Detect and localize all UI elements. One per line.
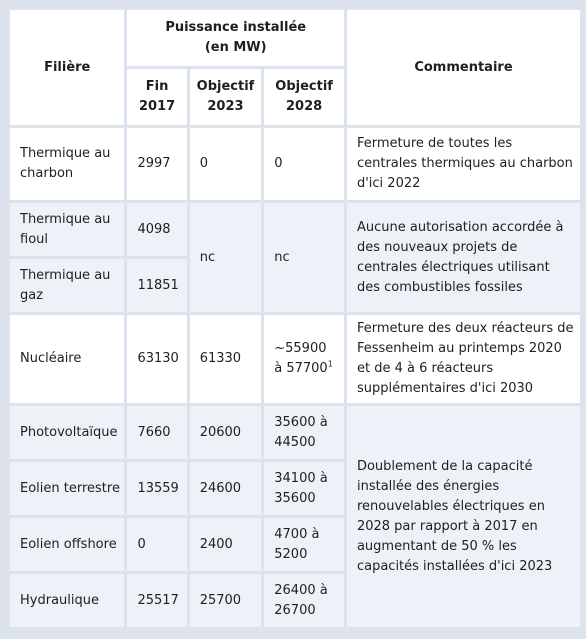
obj2028-line1: 35600 à — [274, 414, 328, 430]
comment-line: des combustibles fossiles — [356, 279, 523, 295]
cell-objectif-2023: nc — [190, 203, 262, 312]
cell-objectif-2028: nc — [264, 203, 344, 312]
cell-filiere: Nucléaire — [10, 315, 124, 403]
cell-filiere: Photovoltaïque — [10, 406, 124, 459]
cell-objectif-2023: 2400 — [190, 518, 262, 571]
filiere-line1: Thermique au — [20, 146, 111, 161]
filiere-line1: Thermique au — [20, 211, 111, 227]
cell-filiere: Eolien terrestre — [10, 462, 124, 515]
cell-filiere — [10, 128, 124, 200]
obj2028-line1: 26400 à — [274, 582, 328, 598]
comment-line: centrales électriques utilisant — [356, 259, 550, 275]
cell-commentaire — [347, 203, 580, 312]
cell-objectif-2028 — [264, 406, 344, 459]
filiere-line2: charbon — [20, 166, 74, 181]
cell-objectif-2028: 0 — [264, 128, 344, 200]
cell-objectif-2028 — [264, 315, 344, 403]
cell-filiere — [10, 203, 124, 256]
cell-fin-2017: 25517 — [127, 574, 186, 627]
header-obj2023-line2: 2023 — [207, 99, 244, 114]
header-puissance-line2: (en MW) — [204, 40, 267, 55]
cell-commentaire — [347, 406, 580, 627]
cell-objectif-2023: 24600 — [190, 462, 262, 515]
comment-line: augmentant de 50 % les — [356, 538, 517, 554]
cell-fin-2017: 13559 — [127, 462, 186, 515]
table-row — [10, 406, 580, 459]
cell-fin-2017: 7660 — [127, 406, 186, 459]
table-row — [10, 203, 580, 256]
comment-line: centrales thermiques au charbon — [356, 156, 573, 171]
header-obj2028-line1: Objectif — [275, 79, 333, 94]
obj2028-line2: 26700 — [274, 602, 316, 618]
comment-line: Fermeture des deux réacteurs de — [356, 321, 574, 336]
filiere-line1: Thermique au — [20, 267, 111, 283]
footnote-marker: 1 — [327, 359, 333, 369]
comment-line: capacités installées d'ici 2023 — [356, 558, 553, 574]
cell-objectif-2023: 25700 — [190, 574, 262, 627]
header-filiere: Filière — [10, 10, 124, 125]
comment-line: supplémentaires d'ici 2030 — [356, 381, 534, 396]
obj2028-line1: ~55900 — [274, 341, 327, 356]
comment-line: d'ici 2022 — [356, 176, 421, 191]
filiere-line2: gaz — [20, 287, 44, 303]
header-objectif-2028 — [264, 69, 344, 125]
comment-line: Doublement de la capacité — [356, 458, 533, 474]
header-puissance-line1: Puissance installée — [165, 20, 307, 35]
comment-line: 2028 par rapport à 2017 en — [356, 518, 538, 534]
table-row — [10, 128, 580, 200]
cell-objectif-2023: 0 — [190, 128, 262, 200]
header-fin-line1: Fin — [145, 79, 169, 94]
cell-objectif-2028 — [264, 462, 344, 515]
header-obj2023-line1: Objectif — [196, 79, 255, 94]
header-objectif-2023 — [190, 69, 262, 125]
cell-filiere: Hydraulique — [10, 574, 124, 627]
cell-objectif-2023: 20600 — [190, 406, 262, 459]
comment-line: Fessenheim au printemps 2020 — [356, 341, 562, 356]
comment-line: des nouveaux projets de — [356, 239, 518, 255]
header-obj2028-line2: 2028 — [286, 99, 323, 114]
cell-commentaire — [347, 128, 580, 200]
cell-objectif-2028 — [264, 574, 344, 627]
cell-commentaire — [347, 315, 580, 403]
cell-objectif-2028 — [264, 518, 344, 571]
filiere-line2: fioul — [20, 231, 48, 247]
cell-fin-2017: 63130 — [127, 315, 186, 403]
comment-line: et de 4 à 6 réacteurs — [356, 361, 494, 376]
obj2028-line2-text: à 57700 — [274, 361, 328, 376]
cell-objectif-2023: 61330 — [190, 315, 262, 403]
obj2028-line1: 4700 à — [274, 526, 320, 542]
header-commentaire: Commentaire — [347, 10, 580, 125]
header-puissance — [127, 10, 344, 66]
cell-filiere — [10, 259, 124, 312]
cell-filiere: Eolien offshore — [10, 518, 124, 571]
cell-fin-2017: 11851 — [127, 259, 186, 312]
table-row — [10, 315, 580, 403]
obj2028-line1: 34100 à — [274, 470, 328, 486]
obj2028-line2 — [274, 359, 344, 379]
energy-capacity-table — [7, 7, 583, 630]
comment-line: Aucune autorisation accordée à — [356, 219, 564, 235]
cell-fin-2017: 0 — [127, 518, 186, 571]
header-fin-line2: 2017 — [138, 99, 176, 114]
obj2028-line2: 35600 — [274, 490, 316, 506]
comment-line: installée des énergies — [356, 478, 500, 494]
obj2028-line2: 5200 — [274, 546, 308, 562]
comment-line: Fermeture de toutes les — [356, 136, 513, 151]
header-fin-2017 — [127, 69, 186, 125]
cell-fin-2017: 2997 — [127, 128, 186, 200]
cell-fin-2017: 4098 — [127, 203, 186, 256]
comment-line: renouvelables électriques en — [356, 498, 545, 514]
obj2028-line2: 44500 — [274, 434, 316, 450]
